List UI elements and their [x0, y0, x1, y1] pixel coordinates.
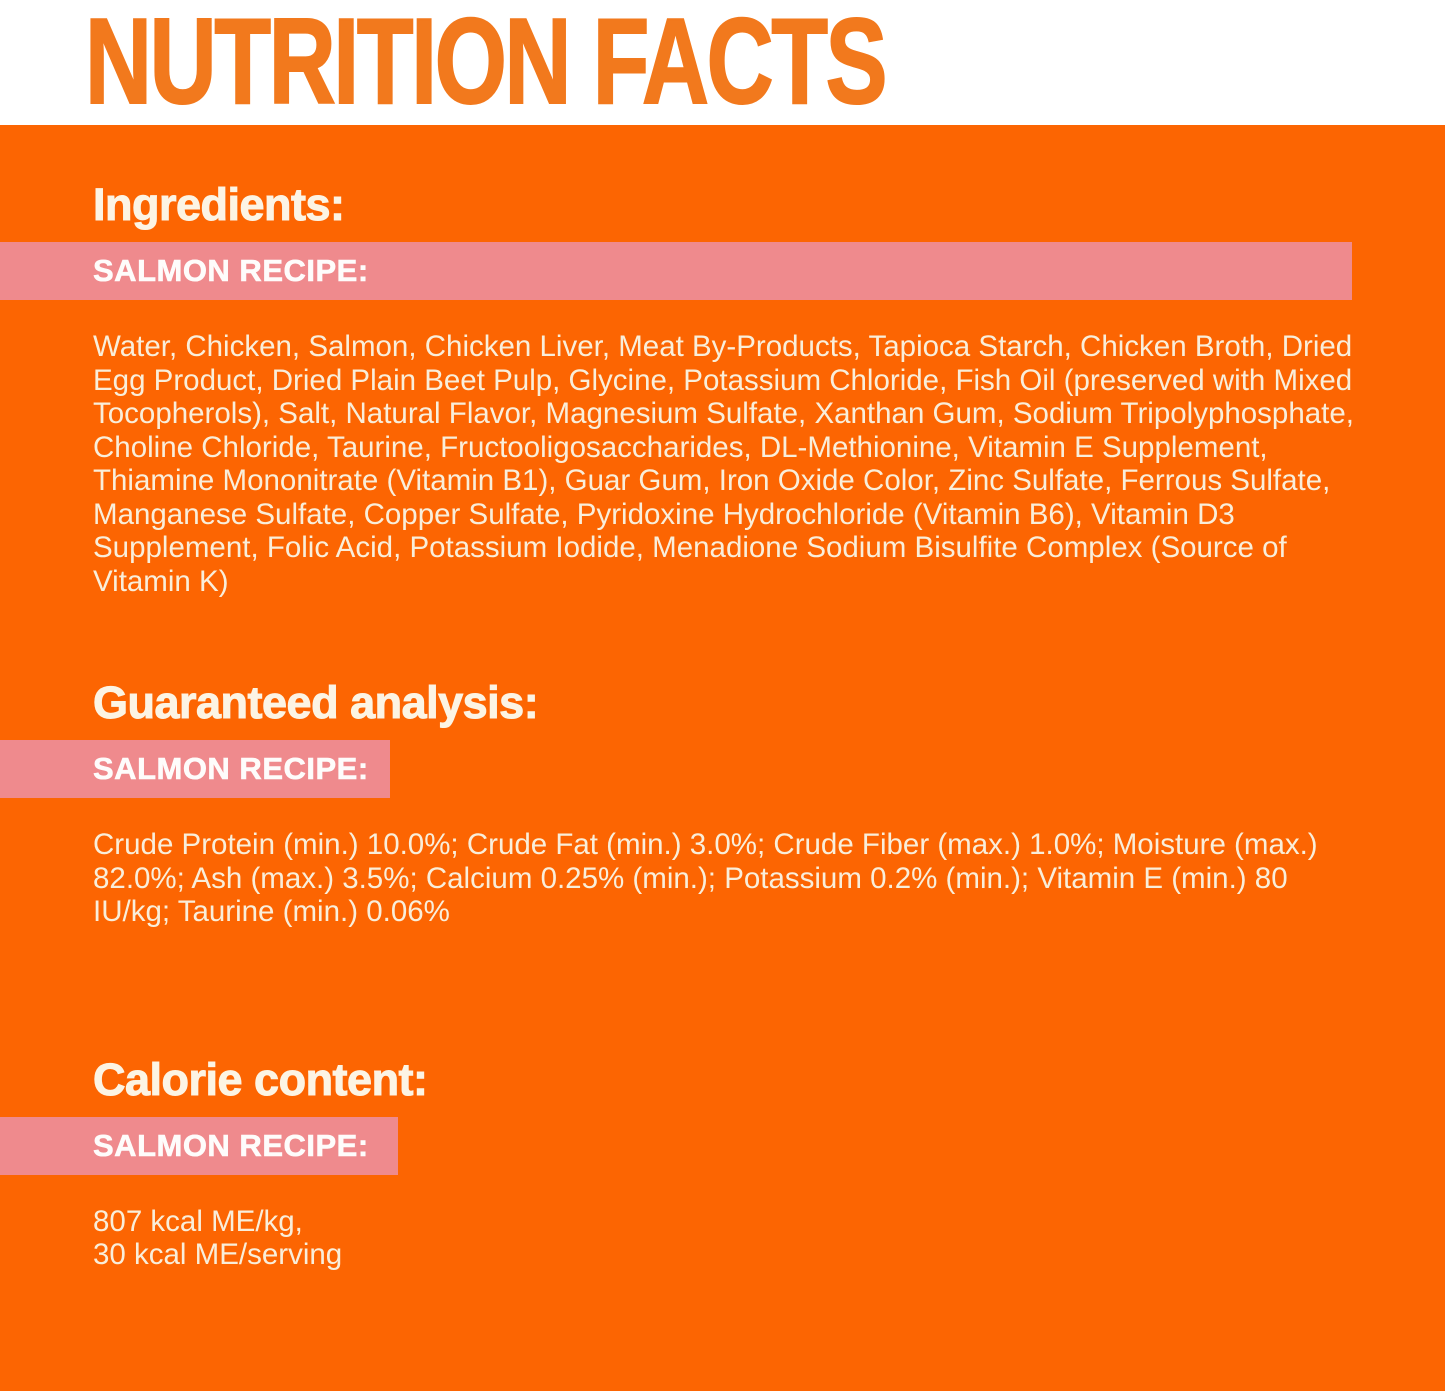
calorie-content-heading: Calorie content: — [93, 1053, 428, 1105]
calorie-content-text: 807 kcal ME/kg, 30 kcal ME/serving — [93, 1204, 343, 1271]
label-body — [0, 125, 1445, 1391]
section-calorie-content — [0, 1055, 1445, 1272]
recipe-label: SALMON RECIPE: — [93, 751, 369, 786]
label-header — [0, 0, 1445, 125]
guaranteed-analysis-text: Crude Protein (min.) 10.0%; Crude Fat (min.) 3.0%; Crude Fiber (max.) 1.0%; Moisture (max.) 82.0%; Ash (max.) 3.5%; Calcium 0.25% (min.); Potassium 0.2% (min.); Vitamin E (min.) 80 IU/kg; Taurine (min.) 0.06% — [93, 828, 1318, 928]
salmon-recipe-banner — [0, 740, 390, 798]
section-ingredients — [0, 180, 1445, 598]
recipe-label: SALMON RECIPE: — [93, 253, 369, 288]
salmon-recipe-banner — [0, 1117, 398, 1175]
salmon-recipe-banner — [0, 242, 1352, 300]
page-title: NUTRITION FACTS — [85, 0, 886, 125]
guaranteed-analysis-heading: Guaranteed analysis: — [93, 677, 539, 728]
ingredients-heading: Ingredients: — [93, 179, 345, 230]
recipe-label: SALMON RECIPE: — [93, 1127, 369, 1163]
section-guaranteed-analysis — [0, 678, 1445, 929]
ingredients-text: Water, Chicken, Salmon, Chicken Liver, Meat By-Products, Tapioca Starch, Chicken Broth, Dried Egg Product, Dried Plain Beet Pulp, Glycine, Potassium Chloride, Fish Oil (preserved with Mixed Tocopherols), Salt, Natural Flavor, Magnesium Sulfate, Xanthan Gum, Sodium Tripolyphosphate, Choline Chloride, Taurine, Fructooligosaccharides, DL-Methionine, Vitamin E Supplement, Thiamine Mononitrate (Vitamin B1), Guar Gum, Iron Oxide Color, Zinc Sulfate, Ferrous Sulfate, Manganese Sulfate, Copper Sulfate, Pyridoxine Hydrochloride (Vitamin B6), Vitamin D3 Supplement, Folic Acid, Potassium Iodide, Menadione Sodium Bisulfite Complex (Source of Vitamin K) — [93, 330, 1354, 598]
